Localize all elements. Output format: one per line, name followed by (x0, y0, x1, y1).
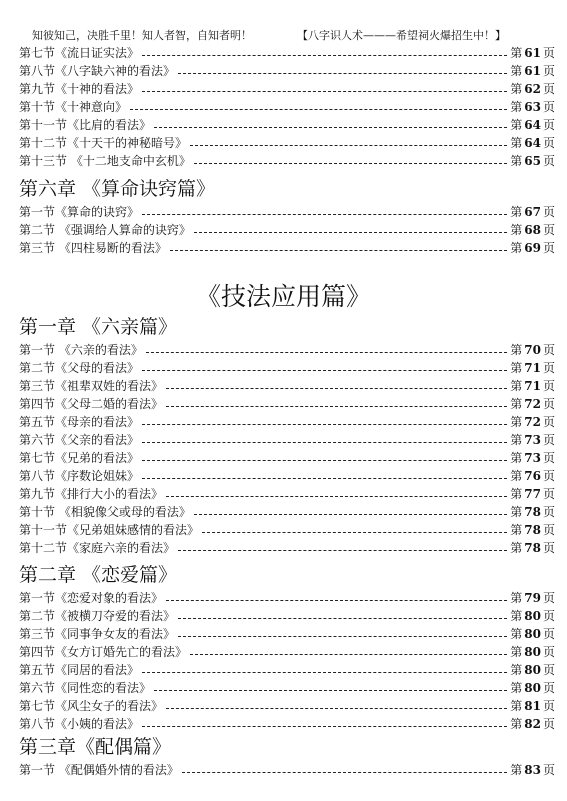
toc-entry[interactable] (19, 539, 555, 557)
page-number: 77 (524, 487, 541, 501)
page-suffix: 页 (542, 433, 555, 447)
chapter-heading: 第二章 《恋爱篇》 (19, 564, 178, 586)
page-reference (510, 679, 555, 697)
page-reference (510, 715, 555, 733)
toc-entry[interactable] (19, 44, 555, 62)
dot-leader (142, 467, 507, 479)
page-prefix: 第 (510, 343, 523, 357)
dot-leader (194, 503, 507, 515)
toc-entry[interactable] (19, 625, 555, 643)
page-number: 71 (524, 361, 541, 375)
page-suffix: 页 (542, 223, 555, 237)
page-prefix: 第 (510, 717, 523, 731)
entry-list (19, 761, 555, 779)
toc-entry[interactable] (19, 62, 555, 80)
page-prefix: 第 (510, 82, 523, 96)
page-reference (510, 239, 555, 257)
page-suffix: 页 (542, 645, 555, 659)
page-reference (510, 341, 555, 359)
page-number: 72 (524, 397, 541, 411)
page-prefix: 第 (510, 223, 523, 237)
section-title: 第十一节《比肩的看法》 (19, 118, 152, 132)
page-suffix: 页 (542, 136, 555, 150)
toc-block-chapter1 (19, 314, 555, 557)
page-prefix: 第 (510, 100, 523, 114)
section-title: 第二节 《强调给人算命的诀窍》 (19, 223, 191, 237)
page-prefix: 第 (510, 241, 523, 255)
page-reference (510, 395, 555, 413)
page-number: 64 (524, 136, 541, 150)
page-suffix: 页 (542, 82, 555, 96)
dot-leader (142, 661, 507, 673)
page-reference (510, 152, 555, 170)
section-title: 第十节 《相貌像父或母的看法》 (19, 505, 191, 519)
toc-entry[interactable] (19, 607, 555, 625)
toc-entry[interactable] (19, 661, 555, 679)
page-number: 61 (524, 64, 541, 78)
toc-entry[interactable] (19, 485, 555, 503)
section-title: 第九节《排行大小的看法》 (19, 487, 164, 501)
page-number: 78 (524, 541, 541, 555)
page-prefix: 第 (510, 663, 523, 677)
dot-leader (154, 116, 507, 128)
section-title: 第七节《流日证实法》 (19, 46, 140, 60)
section-title: 第一节《算命的诀窍》 (19, 205, 140, 219)
toc-entry[interactable] (19, 152, 555, 170)
toc-entry[interactable] (19, 116, 555, 134)
entry-list (19, 589, 555, 733)
page-prefix: 第 (510, 451, 523, 465)
dot-leader (202, 521, 507, 533)
toc-block-chapter3 (19, 734, 555, 779)
page-prefix: 第 (510, 681, 523, 695)
entry-list (19, 203, 555, 257)
dot-leader (190, 134, 507, 146)
page-prefix: 第 (510, 469, 523, 483)
page-suffix: 页 (542, 763, 555, 777)
dot-leader (178, 62, 507, 74)
page-reference (510, 431, 555, 449)
dot-leader (194, 221, 507, 233)
dot-leader (142, 431, 507, 443)
page-suffix: 页 (542, 523, 555, 537)
header-advert: 【八字识人术———希望祠火爆招生中！】 (297, 29, 506, 42)
toc-block-chapter6 (19, 176, 555, 257)
page-number: 81 (524, 699, 541, 713)
page-number: 63 (524, 100, 541, 114)
page-suffix: 页 (542, 591, 555, 605)
page-suffix: 页 (542, 379, 555, 393)
page-prefix: 第 (510, 64, 523, 78)
page-reference (510, 134, 555, 152)
toc-entry[interactable] (19, 503, 555, 521)
page-suffix: 页 (542, 681, 555, 695)
section-title: 第八节《八字缺六神的看法》 (19, 64, 176, 78)
page-number: 69 (524, 241, 541, 255)
page-prefix: 第 (510, 645, 523, 659)
dot-leader (142, 80, 507, 92)
page-prefix: 第 (510, 699, 523, 713)
page-number: 62 (524, 82, 541, 96)
section-title: 第九节《十神的看法》 (19, 82, 140, 96)
page-reference (510, 377, 555, 395)
page-reference (510, 62, 555, 80)
dot-leader (166, 697, 507, 709)
dot-leader (190, 643, 507, 655)
dot-leader (142, 359, 507, 371)
page-number: 79 (524, 591, 541, 605)
dot-leader (178, 607, 507, 619)
toc-block-chapter2 (19, 562, 555, 733)
page-number: 78 (524, 505, 541, 519)
page-prefix: 第 (510, 763, 523, 777)
section-title: 第三节《祖辈双姓的看法》 (19, 379, 164, 393)
dot-leader (170, 239, 507, 251)
page-prefix: 第 (510, 154, 523, 168)
toc-entry[interactable] (19, 413, 555, 431)
page-number: 78 (524, 523, 541, 537)
section-title: 第六节《父亲的看法》 (19, 433, 140, 447)
section-title: 第一节 《配偶婚外情的看法》 (19, 763, 179, 777)
page-reference (510, 539, 555, 557)
page-prefix: 第 (510, 415, 523, 429)
page-reference (510, 589, 555, 607)
page-prefix: 第 (510, 361, 523, 375)
page-number: 80 (524, 681, 541, 695)
page-prefix: 第 (510, 118, 523, 132)
dot-leader (178, 539, 507, 551)
page-prefix: 第 (510, 379, 523, 393)
page-number: 64 (524, 118, 541, 132)
dot-leader (142, 44, 507, 56)
chapter-heading: 第一章 《六亲篇》 (19, 316, 178, 338)
toc-entry[interactable] (19, 431, 555, 449)
page-number: 76 (524, 469, 541, 483)
page-suffix: 页 (542, 663, 555, 677)
page-suffix: 页 (542, 241, 555, 255)
page-reference (510, 643, 555, 661)
toc-block-chapter5-continued (19, 44, 555, 170)
dot-leader (142, 715, 507, 727)
page-suffix: 页 (542, 64, 555, 78)
page-number: 83 (524, 763, 541, 777)
page-prefix: 第 (510, 46, 523, 60)
page-reference (510, 116, 555, 134)
page-prefix: 第 (510, 505, 523, 519)
page-reference (510, 80, 555, 98)
dot-leader (142, 449, 507, 461)
page-prefix: 第 (510, 523, 523, 537)
page-prefix: 第 (510, 136, 523, 150)
toc-entry[interactable] (19, 467, 555, 485)
page-suffix: 页 (542, 627, 555, 641)
page-number: 80 (524, 663, 541, 677)
page-number: 73 (524, 451, 541, 465)
toc-entry[interactable] (19, 377, 555, 395)
toc-entry[interactable] (19, 679, 555, 697)
page-number: 61 (524, 46, 541, 60)
dot-leader (166, 485, 507, 497)
page-suffix: 页 (542, 397, 555, 411)
page-reference (510, 98, 555, 116)
section-title: 第四节《女方订婚先亡的看法》 (19, 645, 188, 659)
toc-entry[interactable] (19, 80, 555, 98)
page-reference (510, 221, 555, 239)
section-title: 第八节《序数论姐妹》 (19, 469, 140, 483)
toc-entry[interactable] (19, 203, 555, 221)
page-number: 70 (524, 343, 541, 357)
page-number: 80 (524, 627, 541, 641)
page-suffix: 页 (542, 717, 555, 731)
page-prefix: 第 (510, 397, 523, 411)
page-number: 72 (524, 415, 541, 429)
header-motto: 知彼知己，决胜千里！知人者智，自知者明！ (32, 29, 252, 42)
page-suffix: 页 (542, 699, 555, 713)
toc-entry[interactable] (19, 134, 555, 152)
toc-entry[interactable] (19, 221, 555, 239)
toc-entry[interactable] (19, 341, 555, 359)
section-title: 第一节《恋爱对象的看法》 (19, 591, 164, 605)
dot-leader (166, 589, 507, 601)
dot-leader (166, 377, 507, 389)
page-suffix: 页 (542, 154, 555, 168)
section-title: 第八节《小姨的看法》 (19, 717, 140, 731)
page-reference (510, 761, 555, 779)
page-reference (510, 413, 555, 431)
page-suffix: 页 (542, 205, 555, 219)
page-number: 82 (524, 717, 541, 731)
page-prefix: 第 (510, 609, 523, 623)
toc-entry[interactable] (19, 521, 555, 539)
page-number: 65 (524, 154, 541, 168)
dot-leader (146, 341, 507, 353)
page-prefix: 第 (510, 591, 523, 605)
page-reference (510, 485, 555, 503)
page-number: 80 (524, 609, 541, 623)
section-title: 第一节 《六亲的看法》 (19, 343, 143, 357)
page-number: 68 (524, 223, 541, 237)
section-title: 第五节《同居的看法》 (19, 663, 140, 677)
toc-entry[interactable] (19, 643, 555, 661)
toc-entry[interactable] (19, 239, 555, 257)
toc-entry[interactable] (19, 761, 555, 779)
section-title: 第二节《被横刀夺爱的看法》 (19, 609, 176, 623)
toc-entry[interactable] (19, 98, 555, 116)
toc-entry[interactable] (19, 395, 555, 413)
dot-leader (178, 625, 507, 637)
section-title: 第四节《父母二婚的看法》 (19, 397, 164, 411)
page-suffix: 页 (542, 541, 555, 555)
toc-entry[interactable] (19, 589, 555, 607)
page-number: 73 (524, 433, 541, 447)
section-title: 第十一节《兄弟姐妹感情的看法》 (19, 523, 200, 537)
page-reference (510, 661, 555, 679)
page-reference (510, 625, 555, 643)
page-prefix: 第 (510, 541, 523, 555)
page-reference (510, 521, 555, 539)
section-title: 第十节《十神意向》 (19, 100, 128, 114)
page-reference (510, 607, 555, 625)
dot-leader (182, 761, 507, 773)
section-title: 第五节《母亲的看法》 (19, 415, 140, 429)
page-number: 67 (524, 205, 541, 219)
page-suffix: 页 (542, 46, 555, 60)
page-suffix: 页 (542, 100, 555, 114)
page-suffix: 页 (542, 118, 555, 132)
page-suffix: 页 (542, 415, 555, 429)
page-suffix: 页 (542, 505, 555, 519)
chapter-heading: 第六章 《算命诀窍篇》 (19, 178, 216, 200)
page-reference (510, 449, 555, 467)
chapter-heading: 第三章《配偶篇》 (19, 736, 172, 758)
section-title: 第二节《父母的看法》 (19, 361, 140, 375)
page-suffix: 页 (542, 609, 555, 623)
part-heading: 《技法应用篇》 (195, 282, 371, 311)
page-number: 80 (524, 645, 541, 659)
dot-leader (142, 413, 507, 425)
section-title: 第七节《风尘女子的看法》 (19, 699, 164, 713)
page-reference (510, 203, 555, 221)
page-suffix: 页 (542, 343, 555, 357)
dot-leader (194, 152, 507, 164)
page-prefix: 第 (510, 487, 523, 501)
page-reference (510, 503, 555, 521)
page-suffix: 页 (542, 451, 555, 465)
page-suffix: 页 (542, 361, 555, 375)
section-title: 第三节《同事争女友的看法》 (19, 627, 176, 641)
page-reference (510, 44, 555, 62)
page-reference (510, 359, 555, 377)
section-title: 第十三节 《十二地支命中玄机》 (19, 154, 191, 168)
page-prefix: 第 (510, 433, 523, 447)
dot-leader (130, 98, 507, 110)
toc-entry[interactable] (19, 449, 555, 467)
page-number: 71 (524, 379, 541, 393)
toc-entry[interactable] (19, 359, 555, 377)
entry-list (19, 341, 555, 557)
page-reference (510, 697, 555, 715)
dot-leader (142, 203, 507, 215)
toc-entry[interactable] (19, 715, 555, 733)
section-title: 第十二节《十天干的神秘暗号》 (19, 136, 188, 150)
section-title: 第三节 《四柱易断的看法》 (19, 241, 167, 255)
dot-leader (154, 679, 507, 691)
dot-leader (166, 395, 507, 407)
page-prefix: 第 (510, 627, 523, 641)
section-title: 第七节《兄弟的看法》 (19, 451, 140, 465)
section-title: 第十二节《家庭六亲的看法》 (19, 541, 176, 555)
page-suffix: 页 (542, 469, 555, 483)
toc-entry[interactable] (19, 697, 555, 715)
page-reference (510, 467, 555, 485)
page-prefix: 第 (510, 205, 523, 219)
page-header (32, 29, 552, 43)
section-title: 第六节《同性恋的看法》 (19, 681, 152, 695)
page-suffix: 页 (542, 487, 555, 501)
